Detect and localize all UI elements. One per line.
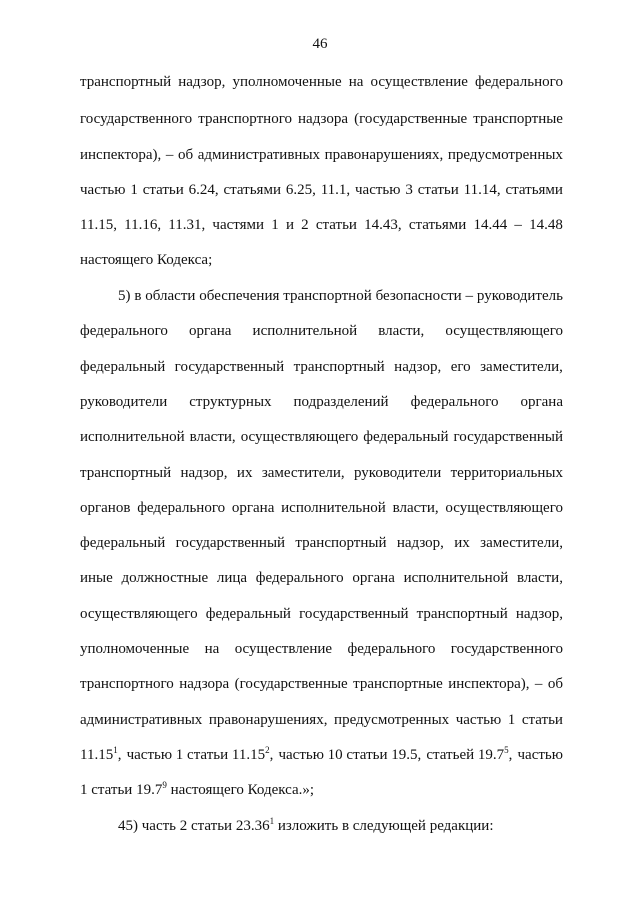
word: федерального xyxy=(475,74,563,90)
word: предусмотренных xyxy=(334,712,450,728)
word: государственный xyxy=(299,606,409,622)
word: 2 xyxy=(301,217,309,233)
word: уполномоченные xyxy=(80,641,190,657)
word: (государственные xyxy=(234,676,348,692)
text-fragment: частью 10 статьи 19.5, xyxy=(278,747,422,763)
word: статьи xyxy=(417,182,459,198)
word: надзора xyxy=(179,676,230,692)
word: статьи xyxy=(521,712,563,728)
word: федеральный xyxy=(80,535,166,551)
word: должностные xyxy=(121,570,209,586)
word: федеральный xyxy=(363,429,449,445)
word: заместители, xyxy=(480,535,563,551)
word: исполнительной xyxy=(281,500,386,516)
word: транспортный xyxy=(416,606,508,622)
word: власти, xyxy=(516,570,563,586)
word: – xyxy=(534,676,543,692)
word: транспортной xyxy=(283,288,372,304)
word: частью xyxy=(80,182,126,198)
text-line xyxy=(80,745,563,765)
word: его xyxy=(450,359,471,375)
word: власти, xyxy=(392,500,439,516)
word: руководители xyxy=(354,465,442,481)
superscript: 5 xyxy=(504,745,509,755)
word: исполнительной xyxy=(252,323,358,339)
word: инспектора), xyxy=(448,676,530,692)
word: заместители, xyxy=(261,465,345,481)
text-line xyxy=(80,710,563,730)
superscript: 1 xyxy=(113,745,118,755)
word: органа xyxy=(520,394,563,410)
word: лица xyxy=(216,570,248,586)
word: 11.1, xyxy=(320,182,351,198)
word: на xyxy=(348,74,364,90)
word: обеспечения xyxy=(199,288,280,304)
word: 11.14, xyxy=(463,182,501,198)
text-line xyxy=(80,674,563,694)
word: частью xyxy=(355,182,401,198)
word: 6.24, xyxy=(188,182,219,198)
word: осуществляющего xyxy=(80,606,198,622)
word: транспортные xyxy=(473,111,563,127)
superscript: 1 xyxy=(269,816,275,826)
word: государственный xyxy=(175,535,286,551)
word: транспортные xyxy=(353,676,443,692)
text-line: настоящего Кодекса; xyxy=(80,252,213,268)
word: 11.31, xyxy=(168,217,206,233)
text-fragment: частью xyxy=(517,747,563,763)
word: об xyxy=(177,147,194,163)
word: правонарушениях, xyxy=(324,147,444,163)
word: органа xyxy=(188,323,232,339)
word: статьями xyxy=(223,182,281,198)
word: органов xyxy=(80,500,131,516)
text-line xyxy=(80,72,563,92)
word: надзора xyxy=(298,111,349,127)
text-line xyxy=(80,392,563,412)
word: безопасности xyxy=(375,288,462,304)
word: 14.44 xyxy=(473,217,508,233)
word: руководитель xyxy=(476,288,563,304)
word: уполномоченные xyxy=(232,74,342,90)
word: предусмотренных xyxy=(447,147,563,163)
word: (государственные xyxy=(354,111,468,127)
superscript: 2 xyxy=(265,745,270,755)
word: – xyxy=(465,288,474,304)
word: федерального xyxy=(255,570,344,586)
word: – xyxy=(514,217,522,233)
text-fragment: частью 1 статьи 11.15$^2$, xyxy=(126,745,274,763)
text-line xyxy=(80,215,563,235)
word: надзор, xyxy=(394,359,442,375)
word: осуществление xyxy=(234,641,333,657)
text-line xyxy=(80,639,563,659)
text-line: 1 статьи 19.7$^9$ настоящего Кодекса.»; xyxy=(80,780,315,798)
text-fragment: статьей 19.7$^5$, xyxy=(426,745,513,763)
word: исполнительной xyxy=(80,429,185,445)
word: 1 xyxy=(130,182,138,198)
word: статьями xyxy=(505,182,563,198)
word: органа xyxy=(231,500,275,516)
word: статьи xyxy=(142,182,184,198)
word: транспортный xyxy=(80,74,172,90)
text-line xyxy=(118,286,563,306)
word: административных xyxy=(80,712,203,728)
word: государственный xyxy=(453,429,563,445)
word: исполнительной xyxy=(403,570,509,586)
word: транспортного xyxy=(198,111,292,127)
word: частями xyxy=(212,217,265,233)
text-fragment: 11.15$^1$, xyxy=(80,745,122,763)
word: области xyxy=(145,288,196,304)
word: правонарушениях, xyxy=(208,712,328,728)
word: осуществляющего xyxy=(445,323,563,339)
word: федерального xyxy=(137,500,226,516)
word: 1 xyxy=(271,217,279,233)
word: транспортный xyxy=(80,465,172,481)
word: федеральный xyxy=(80,359,166,375)
word: 3 xyxy=(405,182,413,198)
text-line xyxy=(80,180,563,200)
word: власти, xyxy=(189,429,236,445)
word: структурных xyxy=(189,394,272,410)
word: 14.48 xyxy=(529,217,563,233)
word: государственного xyxy=(80,111,193,127)
word: 11.15, xyxy=(80,217,117,233)
word: статьи xyxy=(315,217,357,233)
word: подразделений xyxy=(293,394,389,410)
word: государственный xyxy=(174,359,285,375)
word: административных xyxy=(197,147,321,163)
text-line xyxy=(80,321,563,341)
word: надзор, xyxy=(515,606,563,622)
text-line xyxy=(80,463,563,483)
word: инспектора), xyxy=(80,147,162,163)
word: в xyxy=(134,288,142,304)
word: надзор, xyxy=(178,74,226,90)
text-line xyxy=(80,427,563,447)
word: федерального xyxy=(410,394,499,410)
word: федерального xyxy=(80,323,168,339)
word: руководители xyxy=(80,394,168,410)
word: 14.43, xyxy=(364,217,402,233)
text-line: 45) часть 2 статьи 23.36$^1$ изложить в следующей редакции: xyxy=(118,816,494,834)
word: осуществляющего xyxy=(240,429,359,445)
word: территориальных xyxy=(450,465,563,481)
word: надзор, xyxy=(396,535,444,551)
word: частью xyxy=(455,712,502,728)
word: их xyxy=(236,465,253,481)
word: осуществление xyxy=(370,74,468,90)
text-line xyxy=(80,109,563,129)
word: надзор, xyxy=(180,465,228,481)
text-line xyxy=(80,498,563,518)
word: статьями xyxy=(408,217,467,233)
text-line xyxy=(80,533,563,553)
word: на xyxy=(204,641,220,657)
text-line xyxy=(80,357,563,377)
word: их xyxy=(454,535,470,551)
text-line xyxy=(80,145,563,165)
word: – xyxy=(165,147,174,163)
word: и xyxy=(285,217,294,233)
word: иные xyxy=(80,570,113,586)
text-line xyxy=(80,604,563,624)
word: об xyxy=(547,676,563,692)
word: заместители, xyxy=(480,359,563,375)
word: государственного xyxy=(450,641,563,657)
word: 1 xyxy=(507,712,516,728)
word: федеральный xyxy=(205,606,291,622)
word: 5) xyxy=(118,288,131,304)
word: осуществляющего xyxy=(445,500,563,516)
word: транспортного xyxy=(80,676,174,692)
word: власти, xyxy=(378,323,425,339)
word: 6.25, xyxy=(285,182,316,198)
word: транспортный xyxy=(293,359,385,375)
word: транспортный xyxy=(295,535,387,551)
text-line xyxy=(80,568,563,588)
page-number: 46 xyxy=(312,36,328,52)
superscript: 9 xyxy=(162,780,167,790)
word: органа xyxy=(352,570,395,586)
word: федерального xyxy=(347,641,436,657)
word: 11.16, xyxy=(124,217,162,233)
